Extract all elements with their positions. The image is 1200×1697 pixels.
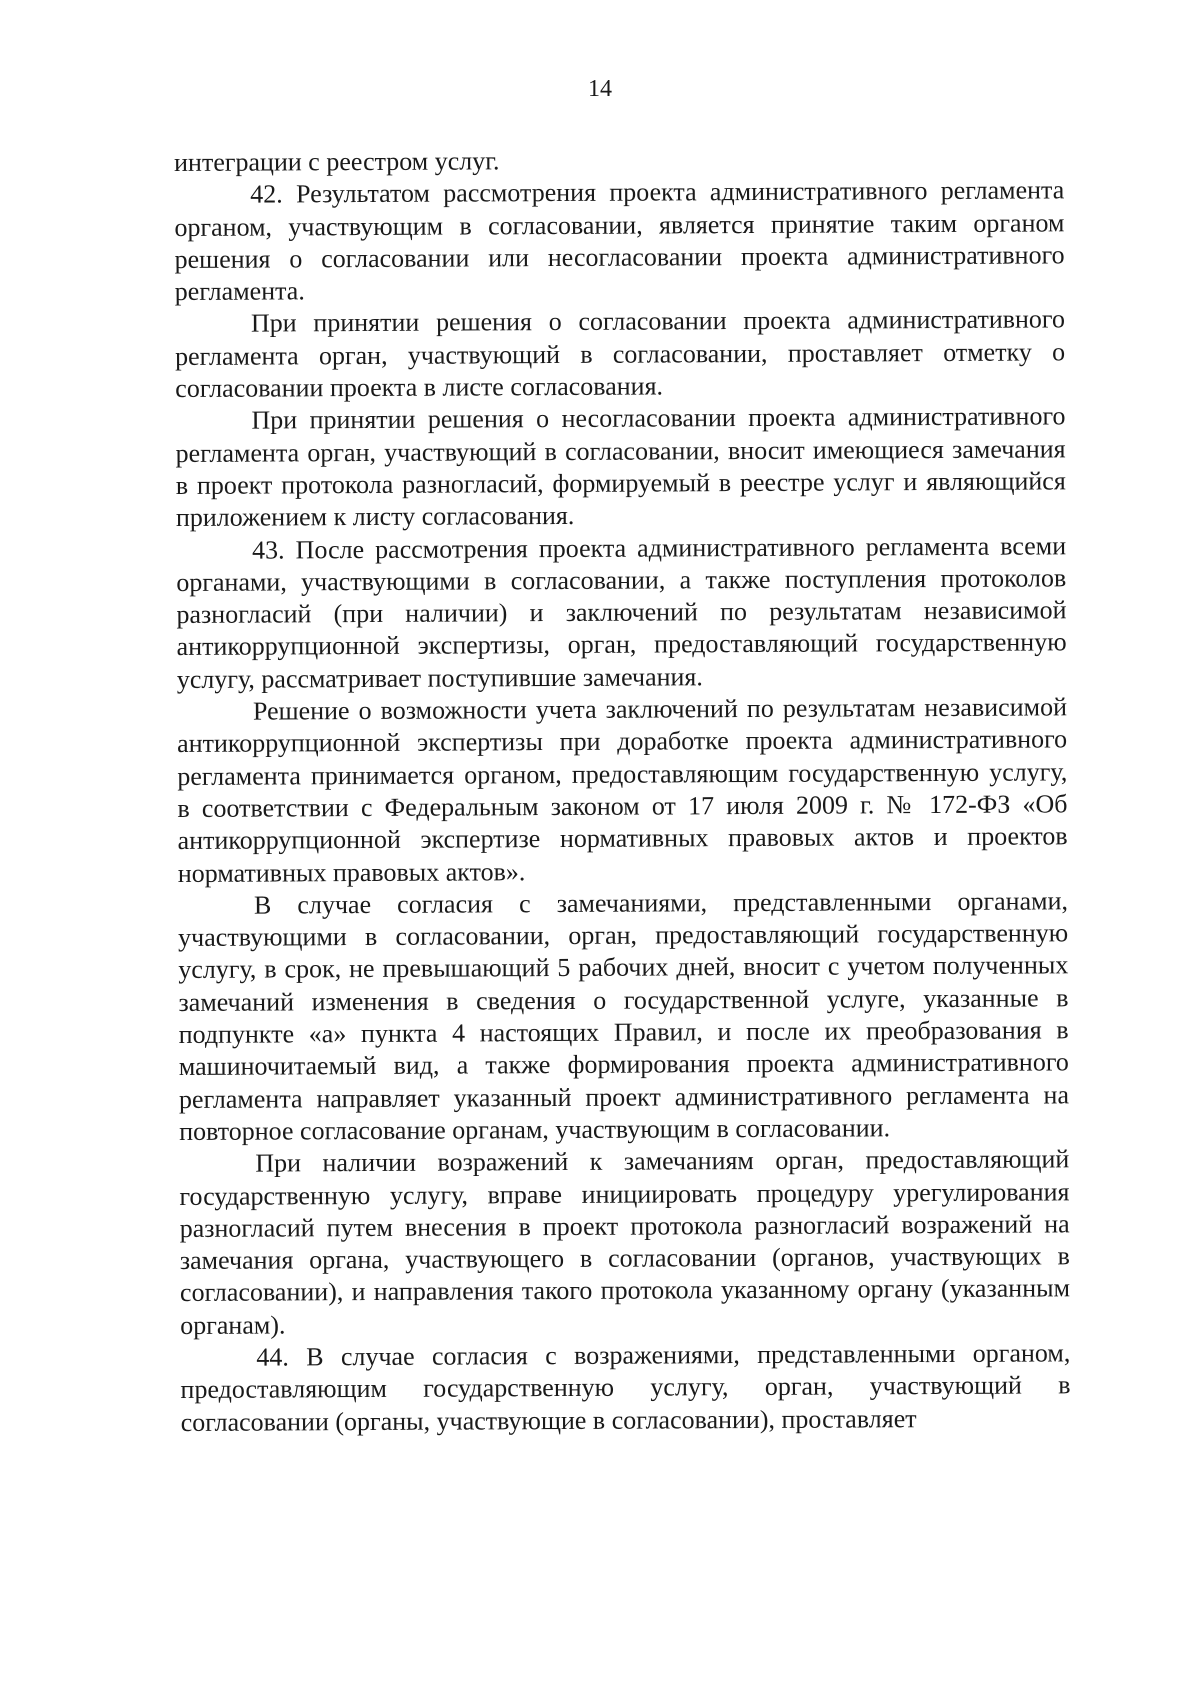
paragraph-item-44: 44. В случае согласия с возражениями, представленными органом, предоставляющим государственную услугу, орган, участвующий в согласовании (органы, участвующие в согласовании), проставляет [180,1338,1071,1437]
page-number: 14 [588,76,612,102]
paragraph-expertise-decision: Решение о возможности учета заключений по результатам независимой антикоррупционной экспертизы при доработке проекта административного регламента принимается органом, предоставляющим государственную услугу, в соответствии с Федеральным законом от 17 июля 2009 г. № 172-ФЗ «Об антикоррупционной экспертизе нормативных правовых актов и проектов нормативных правовых актов». [177,692,1068,888]
document-body [174,142,1071,1439]
paragraph-item-42: 42. Результатом рассмотрения проекта административного регламента органом, участвующим в согласовании, является принятие таким органом решения о согласовании или несогласовании проекта административного регламента. [174,175,1065,307]
paragraph-objections: При наличии возражений к замечаниям орган, предоставляющий государственную услугу, вправе инициировать процедуру урегулирования разногласий путем внесения в проект протокола разногласий возражений на замечания органа, участвующего в согласовании (органов, участвующих в согласовании), и направления такого протокола указанному органу (указанным органам). [179,1144,1071,1340]
paragraph-approval: При принятии решения о согласовании проекта административного регламента орган, участвующий в согласовании, проставляет отметку о согласовании проекта в листе согласования. [175,304,1066,404]
paragraph-continuation: интеграции с реестром услуг. [174,146,500,177]
paragraph-item-43: 43. После рассмотрения проекта административного регламента всеми органами, участвующими в согласовании, а также поступления протоколов разногласий (при наличии) и заключений по результатам независимой антикоррупционной экспертизы, орган, предоставляющий государственную услугу, рассматривает поступившие замечания. [176,530,1067,694]
paragraph-agreement-with-remarks: В случае согласия с замечаниями, представленными органами, участвующими в согласовании, орган, предоставляющий государственную услугу, в срок, не превышающий 5 рабочих дней, вносит с учетом полученных замечаний изменения в сведения о государственной услуге, указанные в подпункте «а» пункта 4 настоящих Правил, и после их преобразования в машиночитаемый вид, а также формирования проекта административного регламента направляет указанный проект административного регламента на повторное согласование органам, участвующим в согласовании. [178,886,1070,1146]
paragraph-disapproval: При принятии решения о несогласовании проекта административного регламента орган, участвующий в согласовании, вносит имеющиеся замечания в проект протокола разногласий, формируемый в реестре услуг и являющийся приложением к листу согласования. [175,401,1066,533]
